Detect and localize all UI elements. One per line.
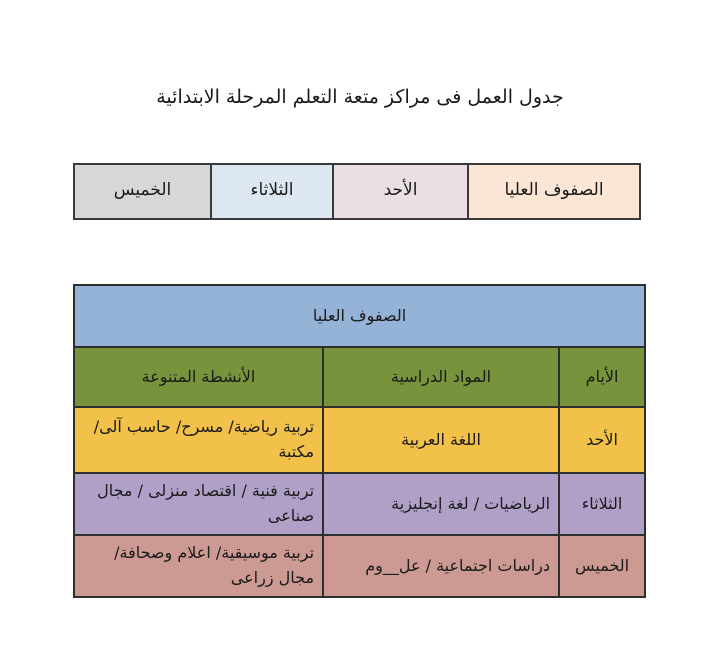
row-activities: تربية موسيقية/ اعلام وصحافة/ مجال زراعى: [74, 535, 323, 597]
column-activities: الأنشطة المتنوعة: [74, 347, 323, 407]
row-day: الأحد: [559, 407, 645, 473]
row-day: الثلاثاء: [559, 473, 645, 535]
row-activities: تربية فنية / اقتصاد منزلى / مجال صناعى: [74, 473, 323, 535]
key-upper-grades: الصفوف العليا: [467, 165, 639, 218]
row-activities: تربية رياضية/ مسرح/ حاسب آلى/ مكتبة: [74, 407, 323, 473]
row-day: الخميس: [559, 535, 645, 597]
row-subjects: دراسات اجتماعية / عل__وم: [323, 535, 559, 597]
table-title: الصفوف العليا: [74, 285, 645, 347]
key-tuesday: الثلاثاء: [210, 165, 332, 218]
row-subjects: اللغة العربية: [323, 407, 559, 473]
day-color-key: [73, 163, 641, 220]
schedule-table: [73, 284, 646, 598]
key-thursday: الخميس: [75, 165, 210, 218]
page-title: جدول العمل فى مراكز متعة التعلم المرحلة الابتدائية: [156, 86, 564, 108]
key-sunday: الأحد: [332, 165, 467, 218]
row-subjects: الرياضيات / لغة إنجليزية: [323, 473, 559, 535]
column-subjects: المواد الدراسية: [323, 347, 559, 407]
column-days: الأيام: [559, 347, 645, 407]
